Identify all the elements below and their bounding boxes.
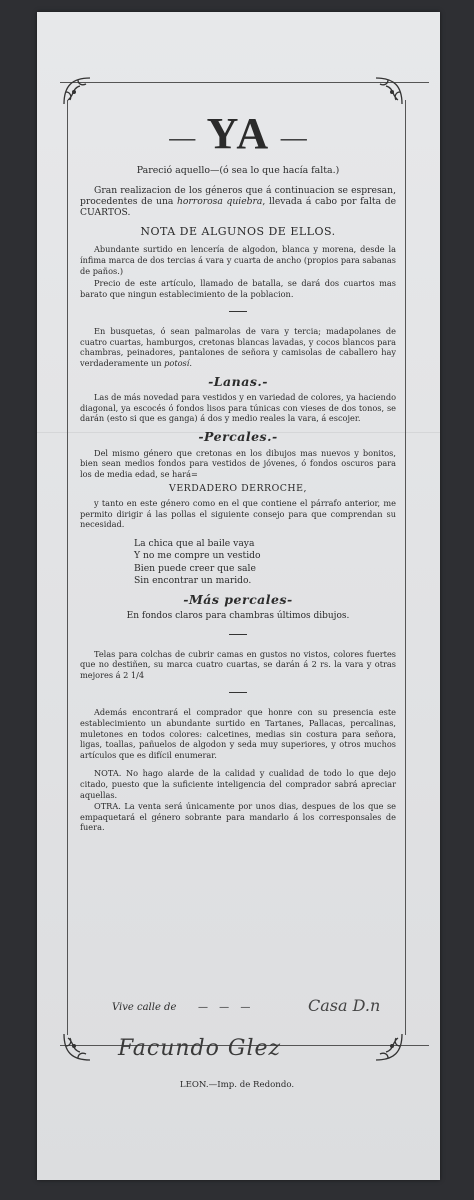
section-heading-percales: -Percales.- bbox=[198, 429, 278, 445]
headline-dash: — bbox=[280, 122, 307, 152]
section-heading-mas-percales: -Más percales- bbox=[183, 592, 293, 608]
paragraph-consejo: y tanto en este género como en el que contiene el párrafo anterior, me permito dirigir á las pollas el siguiente consejo para que comprendan su necesidad. bbox=[80, 498, 396, 530]
handwritten-address: Casa D.n bbox=[308, 996, 381, 1015]
intro-paragraph bbox=[80, 185, 396, 219]
otra-paragraph: OTRA. La venta será únicamente por unos dias, despues de los que se empaquetará el género sobrante para mandarlo á los corresponsales de fuera. bbox=[80, 801, 396, 833]
printer-imprint: LEON.—Imp. de Redondo. bbox=[179, 1080, 295, 1090]
paragraph-fondos-claros: En fondos claros para chambras últimos dibujos. bbox=[126, 611, 350, 621]
paragraph-busquetas bbox=[80, 326, 396, 368]
intro-text-end: , llevada á cabo por falta de CUARTOS. bbox=[80, 195, 397, 219]
paragraph-precio: Precio de este artículo, llamado de batalla, se dará dos cuartos mas barato que ningun establecimiento de la poblacion. bbox=[80, 278, 396, 299]
corner-ornament-icon bbox=[60, 1030, 94, 1064]
frame-border-right bbox=[405, 100, 406, 1035]
flyer-body bbox=[80, 109, 397, 834]
frame-border-left bbox=[67, 100, 68, 1035]
verse-line: Bien puede creer que sale bbox=[134, 562, 256, 574]
derroche-heading: VERDADERO DERROCHE, bbox=[169, 483, 307, 495]
section-heading-nota: NOTA DE ALGUNOS DE ELLOS. bbox=[140, 224, 336, 238]
verse bbox=[80, 538, 396, 588]
paragraph-lenceria: Abundante surtido en lencería de algodon, blanca y morena, desde la ínfima marca de dos tercias á vara y cuarta de ancho (propios para sabanas de paños.) bbox=[80, 244, 396, 276]
busquetas-italic: potosí bbox=[164, 358, 190, 369]
headline-text: YA bbox=[206, 109, 268, 158]
paragraph-lanas: Las de más novedad para vestidos y en variedad de colores, ya haciendo diagonal, ya escocés ó fondos lisos para túnicas con vieses de dos tonos, se darán (esto si que es ganga) á dos y medio reales la vara, á escojer. bbox=[80, 392, 396, 424]
corner-ornament-icon bbox=[372, 74, 406, 108]
corner-ornament-icon bbox=[372, 1030, 406, 1064]
headline-dash: — bbox=[169, 122, 196, 152]
paragraph-colchas: Telas para colchas de cubrir camas en gustos no vistos, colores fuertes que no destiñen, su marca cuatro cuartas, se darán á 2 rs. la vara y otras mejores á 2 1/4 bbox=[80, 648, 396, 680]
intro-italic: horrorosa quiebra bbox=[176, 195, 263, 207]
verse-line: Y no me compre un vestido bbox=[134, 550, 261, 562]
divider-rule bbox=[229, 692, 247, 693]
busquetas-end: . bbox=[189, 358, 192, 369]
paragraph-surtido: Además encontrará el comprador que honre con su presencia este establecimiento un abundante surtido en Tartanes, Pallacas, percalinas, muletones en todos colores: calcetines, medias sin costura para señora, ligas, toallas, pañuelos de algodon y seda muy superiores, y otros muchos artículos que es difícil enumerar. bbox=[80, 707, 396, 760]
divider-rule bbox=[229, 311, 247, 312]
corner-ornament-icon bbox=[60, 74, 94, 108]
section-heading-lanas: -Lanas.- bbox=[208, 373, 268, 389]
intro-text: Gran realizacion de los géneros que á continuacion se espresan, procedentes de una bbox=[80, 184, 396, 207]
nota-paragraph: NOTA. No hago alarde de la calidad y cualidad de todo lo que dejo citado, puesto que la suficiente inteligencia del comprador sabrá apreciar aquellas. bbox=[80, 768, 396, 800]
divider-rule bbox=[229, 634, 247, 635]
handwritten-signature: Facundo Glez bbox=[118, 1036, 282, 1061]
paragraph-percales: Del mismo género que cretonas en los dibujos mas nuevos y bonitos, bien sean medios fondos para vestidos de jóvenes, ó fondos oscuros para los de media edad, se hará= bbox=[80, 447, 396, 479]
verse-line: Sin encontrar un marido. bbox=[134, 575, 252, 586]
verse-line: La chica que al baile vaya bbox=[134, 537, 255, 549]
subtitle: Pareció aquello—(ó sea lo que hacía falta.) bbox=[136, 164, 340, 176]
headline bbox=[80, 109, 396, 160]
address-dashes: — — — bbox=[198, 1002, 255, 1013]
address-label: Vive calle de bbox=[112, 1002, 177, 1013]
busquetas-text: En busquetas, ó sean palmarolas de vara y tercia; madapolanes de cuatro cuartas, hamburgos, cretonas blancas lavadas, y cocos blancos para chambras, peinadores, pantalones de señora y camisolas de caballero hay verdaderamente un bbox=[80, 326, 396, 369]
